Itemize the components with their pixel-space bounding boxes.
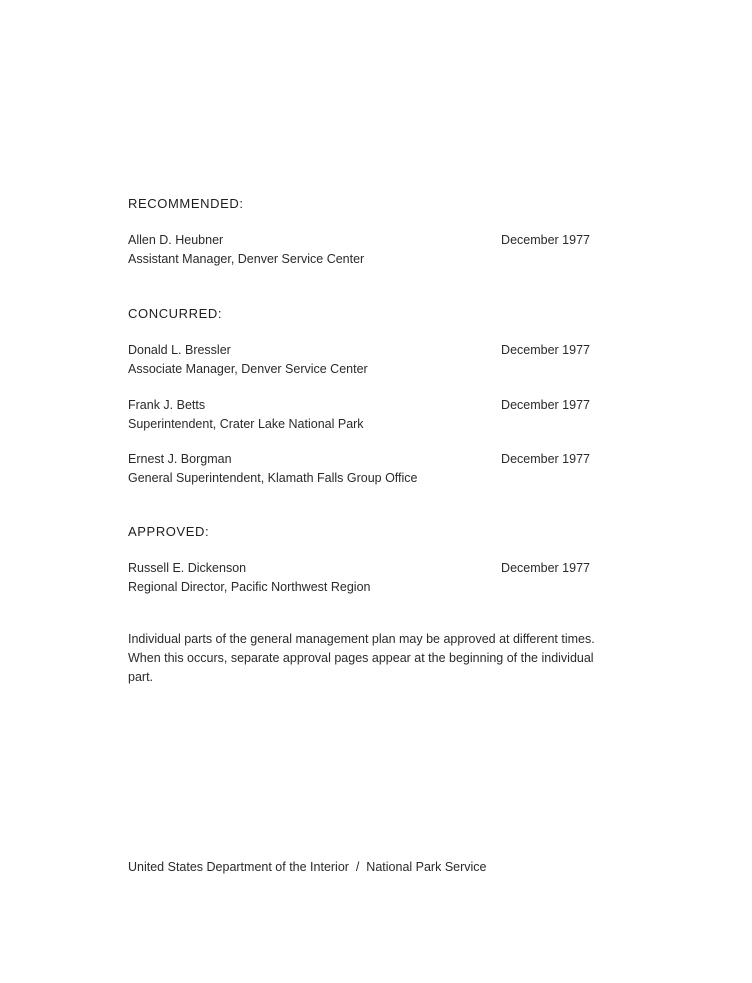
signatory-name: Ernest J. Borgman bbox=[128, 452, 232, 466]
signatory-entry bbox=[128, 231, 590, 269]
document-page bbox=[128, 0, 618, 983]
signatory-date: December 1977 bbox=[501, 343, 590, 357]
signatory-title: Associate Manager, Denver Service Center bbox=[128, 362, 368, 376]
signatory-row bbox=[128, 396, 590, 415]
signatory-date: December 1977 bbox=[501, 233, 590, 247]
signatory-title: Regional Director, Pacific Northwest Region bbox=[128, 580, 371, 594]
signatory-row bbox=[128, 559, 590, 578]
signatory-entry bbox=[128, 559, 590, 597]
concurred-heading: CONCURRED: bbox=[128, 306, 223, 321]
signatory-entry bbox=[128, 396, 590, 434]
signatory-title: Assistant Manager, Denver Service Center bbox=[128, 252, 365, 266]
signatory-name: Allen D. Heubner bbox=[128, 233, 224, 247]
signatory-name: Frank J. Betts bbox=[128, 398, 206, 412]
recommended-heading: RECOMMENDED: bbox=[128, 196, 244, 211]
signatory-date: December 1977 bbox=[501, 452, 590, 466]
signatory-entry bbox=[128, 341, 590, 379]
approved-heading: APPROVED: bbox=[128, 524, 210, 539]
signatory-row bbox=[128, 231, 590, 250]
signatory-entry bbox=[128, 450, 590, 488]
signatory-date: December 1977 bbox=[501, 398, 590, 412]
signatory-date: December 1977 bbox=[501, 561, 590, 575]
signatory-row bbox=[128, 450, 590, 469]
footer-agency-line: United States Department of the Interior / National Park Service bbox=[128, 860, 487, 874]
signatory-name: Donald L. Bressler bbox=[128, 343, 231, 357]
signatory-title: General Superintendent, Klamath Falls Group Office bbox=[128, 471, 418, 485]
signatory-title: Superintendent, Crater Lake National Park bbox=[128, 417, 364, 431]
signatory-name: Russell E. Dickenson bbox=[128, 561, 247, 575]
signatory-row bbox=[128, 341, 590, 360]
approval-note: Individual parts of the general management plan may be approved at different times. When this occurs, separate approval pages appear at the beginning of the individual part. bbox=[128, 632, 595, 684]
